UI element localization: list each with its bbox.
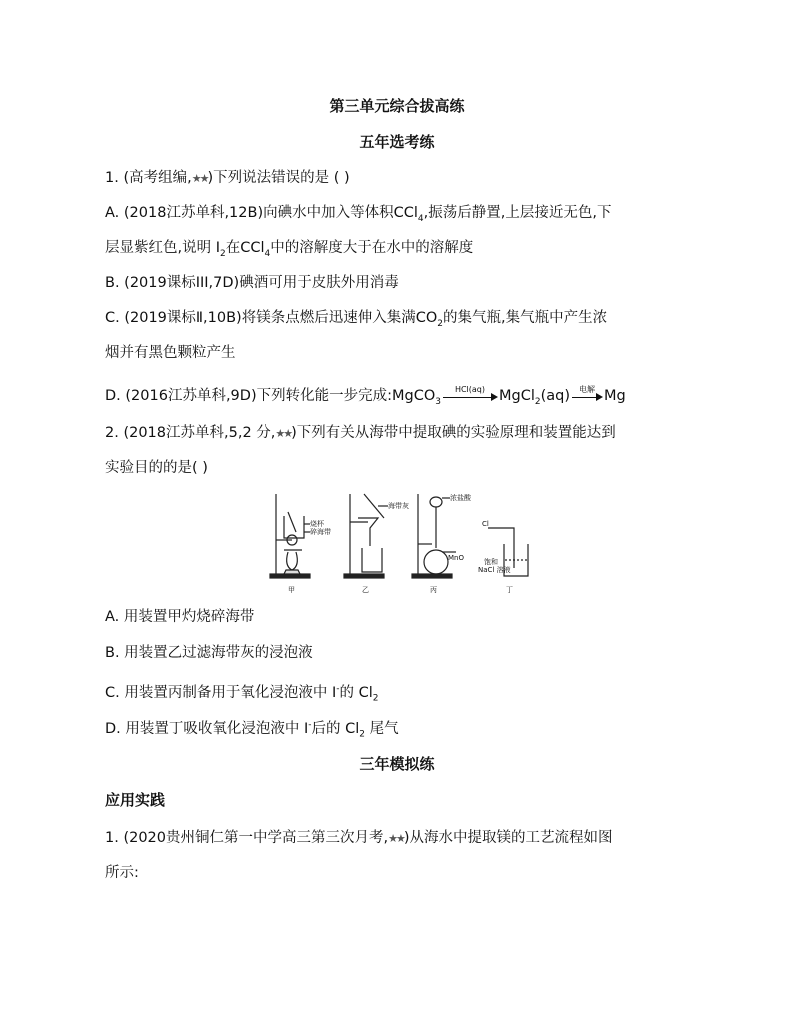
question-2-option-d: D. 用装置丁吸收氧化浸泡液中 I-后的 $Cl_2$ 尾气 xyxy=(105,720,399,740)
question-1-option-c-line2: 烟并有黑色颗粒产生 xyxy=(105,345,236,361)
label-mno2: MnO xyxy=(448,554,464,562)
question-2-option-b: B. 用装置乙过滤海带灰的浸泡液 xyxy=(105,645,313,661)
question-2-stem-line2: 实验目的的是( ) xyxy=(105,460,208,476)
question-2-stem-line1: 2. (2018江苏单科,5,2 分,★★)下列有关从海带中提取碘的实验原理和装置能达到 xyxy=(105,425,616,441)
label-ash: 海带灰 xyxy=(388,502,409,510)
question-1-option-b: B. (2019课标III,7D)碘酒可用于皮肤外用消毒 xyxy=(105,275,399,291)
label-ding: 丁 xyxy=(506,586,513,594)
apparatus-bing xyxy=(412,494,456,578)
subsection-heading: 应用实践 xyxy=(105,791,166,809)
difficulty-star-icon: ★★ xyxy=(275,427,292,440)
label-nacl-2: NaCl 溶液 xyxy=(478,566,511,574)
label-hcl: 浓盐酸 xyxy=(450,494,471,502)
reaction-arrow: HCl(aq) xyxy=(441,386,499,406)
apparatus-figure xyxy=(262,488,542,600)
label-cl2: Cl xyxy=(482,520,489,528)
label-yi: 乙 xyxy=(362,586,369,594)
label-nacl-1: 饱和 xyxy=(484,558,498,566)
label-jia: 甲 xyxy=(288,586,295,594)
apparatus-yi xyxy=(344,494,388,578)
label-beaker: 烧杯 xyxy=(310,520,324,528)
page-title: 第三单元综合拔高练 xyxy=(329,97,465,115)
question-3-stem-line2: 所示: xyxy=(105,865,139,881)
question-1-stem: 1. (高考组编,★★)下列说法错误的是 ( ) xyxy=(105,170,350,186)
question-2-option-a: A. 用装置甲灼烧碎海带 xyxy=(105,609,255,625)
label-seaweed: 碎海带 xyxy=(310,528,331,536)
question-3-stem-line1: 1. (2020贵州铜仁第一中学高三第三次月考,★★)从海水中提取镁的工艺流程如图 xyxy=(105,830,613,846)
section-heading-three-years: 三年模拟练 xyxy=(359,755,435,773)
question-1-option-a-line2: 层显紫红色,说明 $I_2$在CCl$_4$中的溶解度大于在水中的溶解度 xyxy=(105,240,474,259)
difficulty-star-icon: ★★ xyxy=(191,172,208,185)
label-bing: 丙 xyxy=(430,586,437,594)
question-1-option-d: D. (2016江苏单科,9D)下列转化能一步完成:MgCO$_3$ HCl(aq) MgCl$_2$(aq) 电解 Mg xyxy=(105,385,626,407)
difficulty-star-icon: ★★ xyxy=(388,832,404,845)
apparatus-jia xyxy=(270,494,310,578)
section-heading-five-years: 五年选考练 xyxy=(359,133,435,151)
question-1-option-a-line1: A. (2018江苏单科,12B)向碘水中加入等体积CCl$_4$,振荡后静置,上层接近无色,下 xyxy=(105,205,612,224)
question-2-option-c: C. 用装置丙制备用于氧化浸泡液中 I-的 $Cl_2$ xyxy=(105,684,379,704)
question-1-option-c-line1: C. (2019课标Ⅱ,10B)将镁条点燃后迅速伸入集满$CO_2$的集气瓶,集气瓶中产生浓 xyxy=(105,310,608,329)
reaction-arrow: 电解 xyxy=(570,386,604,406)
